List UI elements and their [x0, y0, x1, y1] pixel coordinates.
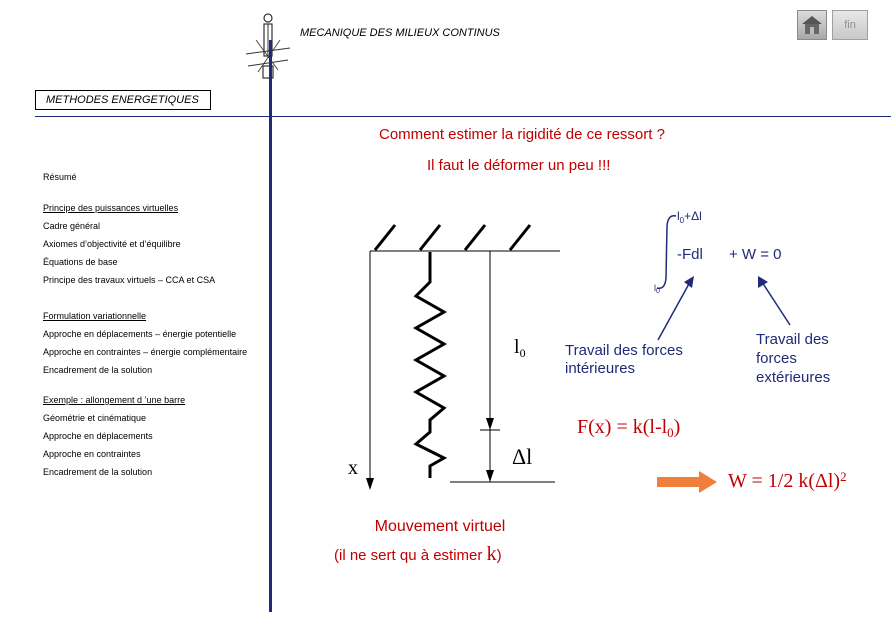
nav-item-resume[interactable]: Résumé — [43, 172, 77, 182]
vertical-divider — [269, 40, 272, 612]
spring-diagram — [340, 200, 600, 500]
integral-lower: $l_0$ — [654, 283, 660, 295]
nav-item-approche-contr[interactable]: Approche en contraintes – énergie complémentaire — [43, 347, 248, 357]
virtual-title: Mouvement virtuel — [374, 518, 506, 535]
nav-item-cadre[interactable]: Cadre général — [43, 221, 101, 231]
app-title: MECANIQUE DES MILIEUX CONTINUS — [300, 27, 500, 39]
energy-formula: W = 1/2 $k(\Delta l)^2$ — [728, 469, 847, 492]
nav-item-exemple[interactable]: Exemple : allongement d ’une barre — [43, 395, 186, 405]
nav-item-ex-contr[interactable]: Approche en contraintes — [43, 449, 141, 459]
l0-label: $l_0$ — [514, 336, 526, 360]
nav-item-axiomes[interactable]: Axiomes d’objectivité et d’équilibre — [43, 239, 181, 249]
dl-label: Δl — [512, 444, 533, 469]
home-icon — [798, 11, 826, 39]
integral-upper: $l_0+\Delta l$ — [677, 209, 702, 225]
home-button[interactable] — [797, 10, 827, 40]
orange-arrow-icon — [657, 471, 717, 493]
force-formula: $F(x) = k(l-l_0)$ — [577, 416, 681, 440]
travail-interieur: Travail des forces intérieures — [565, 342, 683, 377]
fin-button[interactable]: fin — [832, 10, 868, 40]
nav-item-ptv[interactable]: Principe des travaux virtuels – CCA et CSA — [43, 275, 216, 285]
plus-w: + W = 0 — [729, 246, 782, 263]
nav-item-ex-depl[interactable]: Approche en déplacements — [43, 431, 153, 441]
question-text: Comment estimer la rigidité de ce ressort ? — [379, 126, 665, 143]
virtual-note: (il ne sert qu à estimer k) — [334, 543, 502, 565]
integrand: -Fdl — [677, 246, 703, 263]
section-title: METHODES ENERGETIQUES — [35, 90, 211, 110]
nav-item-ex-encadrement[interactable]: Encadrement de la solution — [43, 467, 153, 477]
x-label: x — [348, 457, 358, 479]
logo-icon — [238, 10, 298, 82]
answer-text: Il faut le déformer un peu !!! — [427, 157, 611, 174]
nav-item-geometrie[interactable]: Géométrie et cinématique — [43, 413, 147, 423]
nav-item-approche-depl[interactable]: Approche en déplacements – énergie potentielle — [43, 329, 237, 339]
travail-exterieur: Travail des forces extérieures — [756, 331, 831, 386]
horizontal-divider — [35, 116, 891, 117]
nav-item-formulation[interactable]: Formulation variationnelle — [43, 311, 147, 321]
nav-item-equations[interactable]: Équations de base — [43, 257, 118, 267]
nav-item-encadrement[interactable]: Encadrement de la solution — [43, 365, 153, 375]
nav-item-pvv[interactable]: Principe des puissances virtuelles — [43, 203, 179, 213]
